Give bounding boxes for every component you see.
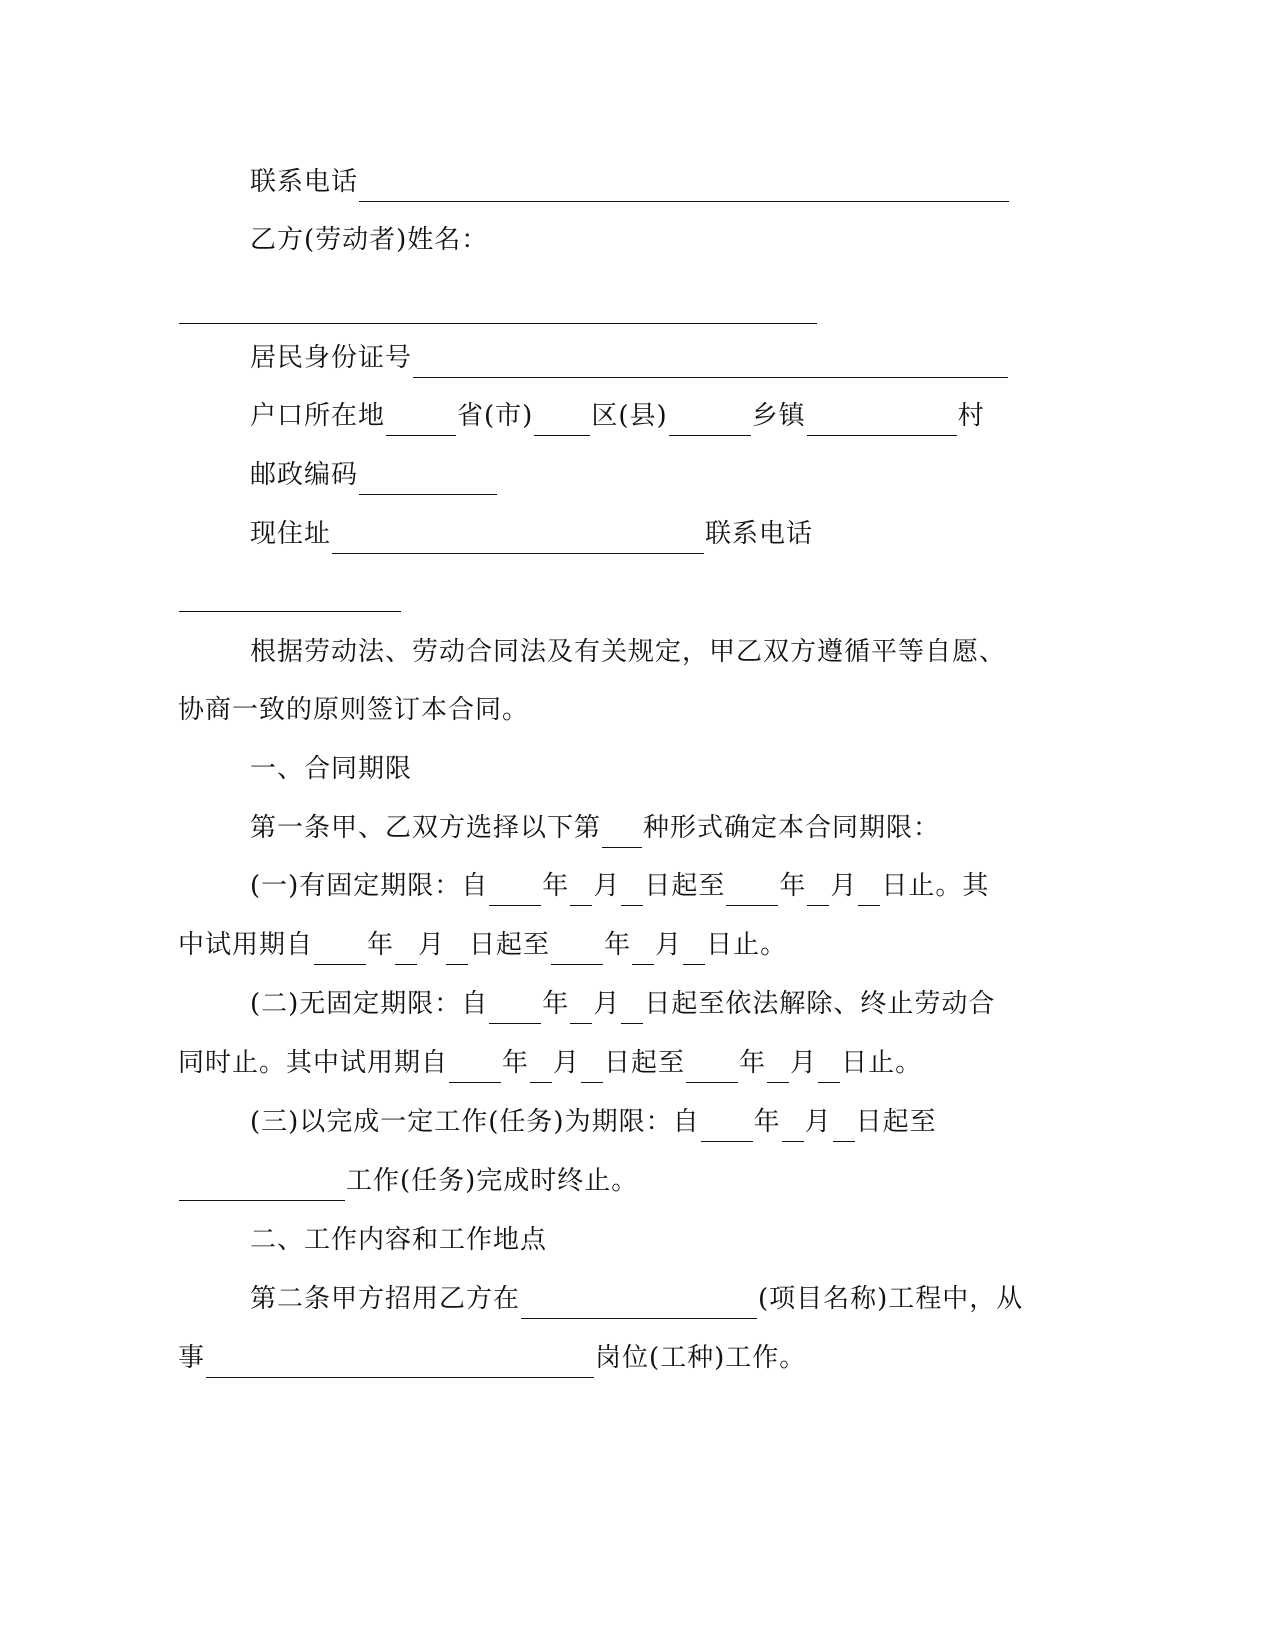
blank-year [314,934,366,965]
blank-province [386,405,456,436]
text-month: 月 [804,1107,832,1137]
blank-month [530,1052,552,1083]
article-2-text-b: (项目名称)工程中，从 [758,1284,1024,1314]
blank-month [767,1052,789,1083]
option-1-line2 [178,925,787,965]
blank-position [206,1347,594,1378]
option-3-line2 [178,1161,638,1201]
blank-day [621,875,643,906]
blank-year [686,1052,738,1083]
blank-month [782,1111,804,1142]
label-town: 乡镇 [751,401,806,431]
article-1-text-a: 第一条甲、乙双方选择以下第 [250,813,602,843]
line-household-registration [250,396,985,436]
text-task-complete: 工作(任务)完成时终止。 [346,1166,639,1196]
label-postal-code: 邮政编码 [250,460,359,490]
option-3-label: (三)以完成一定工作(任务)为期限：自 [250,1107,700,1137]
label-district: 区(县) [591,401,668,431]
text-until: 日止。 [841,1048,923,1078]
blank-id-number [413,347,1008,378]
article-1-text-b: 种形式确定本合同期限： [643,813,941,843]
option-1-label: (一)有固定期限：自 [250,871,489,901]
blank-year [489,875,541,906]
blank-postal-code [359,464,497,495]
text-month: 月 [553,1048,581,1078]
blank-district [534,405,590,436]
blank-contact-phone-2 [179,581,401,612]
text-until: 日止。 [706,930,788,960]
line-postal-code [250,455,498,495]
option-2-line1 [250,984,995,1024]
article-1 [250,808,940,848]
blank-month [570,875,592,906]
blank-month [570,993,592,1024]
label-village: 村 [957,401,985,431]
line-current-address [250,514,813,554]
text-probation: 中试用期自 [178,930,314,960]
text-year: 年 [779,871,807,901]
blank-year [701,1111,753,1142]
section-heading-2 [250,1220,547,1260]
blank-project-name [521,1288,757,1319]
paragraph-preamble-line2 [178,690,529,730]
label-province: 省(市) [457,401,534,431]
blank-month [807,875,829,906]
text-month: 月 [593,989,621,1019]
line-party-b-name-blank [178,284,818,324]
option-2-line2 [178,1043,922,1083]
blank-year [449,1052,501,1083]
section-heading-1-text: 一、合同期限 [250,754,413,784]
article-2-text-c: 事 [178,1343,206,1373]
label-id-number: 居民身份证号 [250,343,413,373]
blank-article-1-option [602,817,642,848]
blank-day [833,1111,855,1142]
text-year: 年 [542,871,570,901]
article-2-text-a: 第二条甲方招用乙方在 [250,1284,521,1314]
text-month: 月 [593,871,621,901]
label-party-b-name: 乙方(劳动者)姓名： [250,225,489,255]
text-month: 月 [655,930,683,960]
label-contact-phone: 联系电话 [250,167,359,197]
text-month: 月 [790,1048,818,1078]
blank-day [446,934,468,965]
line-id-number [250,338,1009,378]
option-2-label: (二)无固定期限：自 [250,989,489,1019]
blank-party-b-name [179,293,817,324]
label-contact-phone-2: 联系电话 [705,519,814,549]
text-year: 年 [604,930,632,960]
line-party-b-name [250,220,488,260]
blank-year [726,875,778,906]
label-household: 户口所在地 [250,401,386,431]
blank-day [581,1052,603,1083]
section-heading-2-text: 二、工作内容和工作地点 [250,1225,548,1255]
text-from: 日起至 [469,930,551,960]
blank-month [395,934,417,965]
paragraph-preamble-line1 [250,632,1006,672]
option-3-line1 [250,1102,937,1142]
blank-day [858,875,880,906]
text-until: 日止。其 [881,871,990,901]
text-year: 年 [753,1107,781,1137]
preamble-text-1: 根据劳动法、劳动合同法及有关规定，甲乙双方遵循平等自愿、 [250,637,1007,667]
blank-day [683,934,705,965]
text-year: 年 [502,1048,530,1078]
section-heading-1 [250,749,412,789]
blank-village [807,405,957,436]
blank-contact-phone [359,171,1009,202]
text-month: 月 [418,930,446,960]
preamble-text-2: 协商一致的原则签订本合同。 [178,695,530,725]
line-contact-phone [250,162,1010,202]
text-from: 日起至 [644,871,726,901]
blank-month [632,934,654,965]
text-month: 月 [830,871,858,901]
blank-day [621,993,643,1024]
article-2-text-d: 岗位(工种)工作。 [595,1343,807,1373]
text-year: 年 [542,989,570,1019]
line-contact-phone-2-blank [178,572,402,612]
text-from-until-terminated: 日起至依法解除、终止劳动合 [644,989,996,1019]
text-year: 年 [739,1048,767,1078]
blank-year [489,993,541,1024]
article-2-line1 [250,1279,1023,1319]
blank-town [669,405,751,436]
article-2-line2 [178,1338,806,1378]
blank-day [818,1052,840,1083]
text-from: 日起至 [855,1107,937,1137]
text-from: 日起至 [604,1048,686,1078]
text-year: 年 [367,930,395,960]
blank-year [551,934,603,965]
blank-task [179,1170,345,1201]
option-1-line1 [250,866,989,906]
label-current-address: 现住址 [250,519,332,549]
blank-current-address [332,523,704,554]
text-probation: 同时止。其中试用期自 [178,1048,449,1078]
